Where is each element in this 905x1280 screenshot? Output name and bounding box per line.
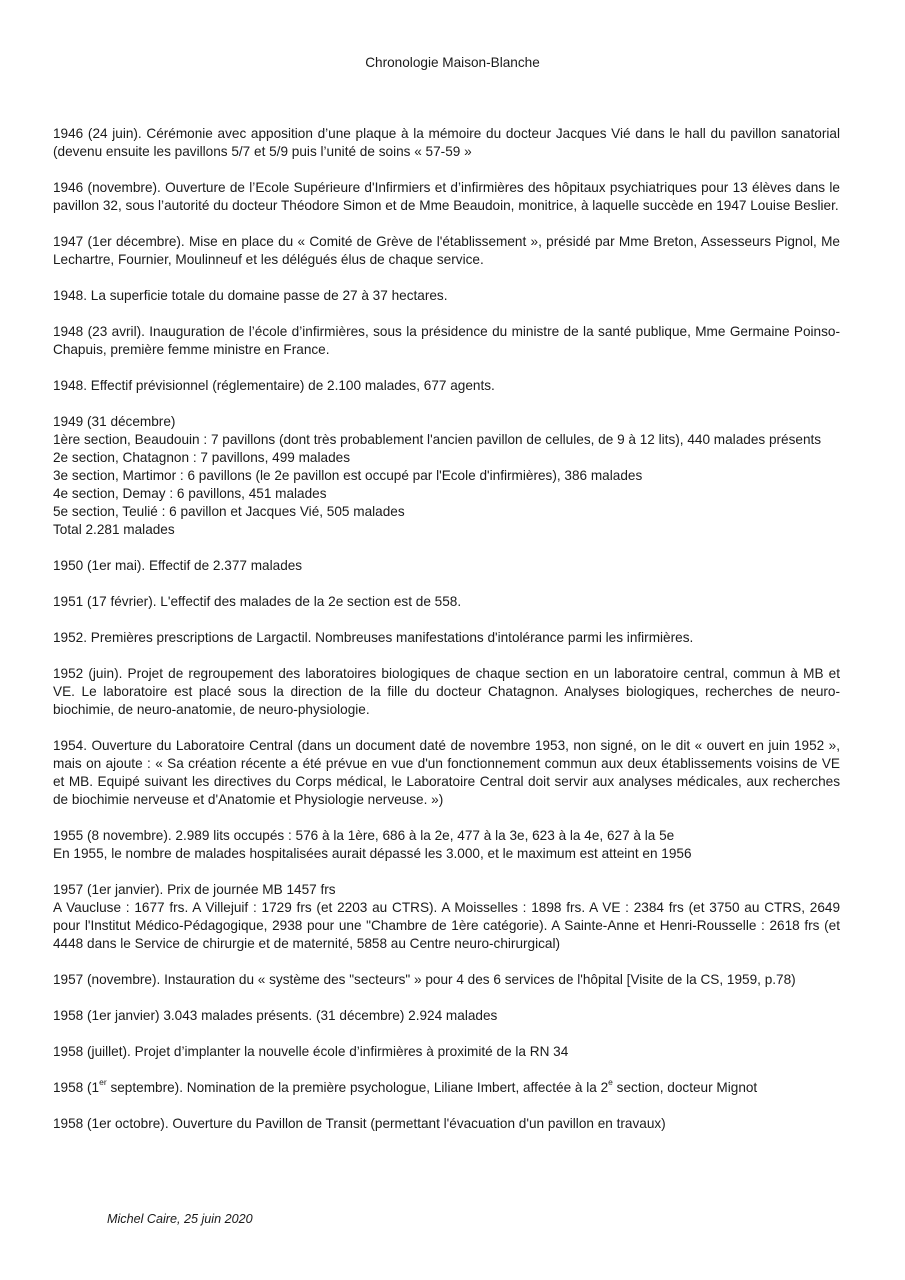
- chronology-entry: 1952 (juin). Projet de regroupement des laboratoires biologiques de chaque section en un laboratoire central, commun à MB et VE. Le laboratoire est placé sous la direction de la fille du docteur Chatagnon. Analyses biologiques, recherches de neuro-biochimie, de neuro-anatomie, de neuro-physiologie.: [53, 666, 840, 717]
- chronology-entry: 1950 (1er mai). Effectif de 2.377 malades: [53, 558, 303, 573]
- chronology-entry: 1958 (juillet). Projet d’implanter la nouvelle école d’infirmières à proximité de la RN 34: [53, 1044, 569, 1059]
- chronology-entry: 1957 (novembre). Instauration du « système des "secteurs" » pour 4 des 6 services de l'hôpital [Visite de la CS, 1959, p.78): [53, 972, 796, 987]
- entry-line: 1ère section, Beaudouin : 7 pavillons (dont très probablement l'ancien pavillon de cellules, de 9 à 12 lits), 440 malades présents: [53, 432, 822, 447]
- chronology-entry: 1958 (1er octobre). Ouverture du Pavillon de Transit (permettant l'évacuation d'un pavillon en travaux): [53, 1116, 666, 1131]
- entry-line: 1957 (1er janvier). Prix de journée MB 1457 frs: [53, 882, 336, 897]
- chronology-entry: 1947 (1er décembre). Mise en place du « Comité de Grève de l'établissement », présidé par Mme Breton, Assesseurs Pignol, Me Lechartre, Fournier, Moulinneuf et les délégués élus de chaque service.: [53, 234, 840, 267]
- superscript: er: [99, 1077, 107, 1088]
- chronology-entry: 1946 (24 juin). Cérémonie avec apposition d’une plaque à la mémoire du docteur Jacques Vié dans le hall du pavillon sanatorial (devenu ensuite les pavillons 5/7 et 5/9 puis l’unité de soins « 57-59 »: [53, 126, 840, 159]
- chronology-entry: 1954. Ouverture du Laboratoire Central (dans un document daté de novembre 1953, non signé, on le dit « ouvert en juin 1952 », mais on ajoute : « Sa création récente a été prévue en vue d'un fonctionnement commun aux deux établissements voisins de VE et MB. Equipé suivant les directives du Corps médical, le Laboratoire Central doit servir aux analyses médicales, aux recherches de biochimie nerveuse et d'Anatomie et Physiologie nerveuse. »): [53, 738, 840, 807]
- author-footer: Michel Caire, 25 juin 2020: [107, 1212, 253, 1226]
- entry-line: Total 2.281 malades: [53, 522, 175, 537]
- entry-line: 1949 (31 décembre): [53, 414, 176, 429]
- entry-line: 2e section, Chatagnon : 7 pavillons, 499 malades: [53, 450, 350, 465]
- chronology-entry: 1948 (23 avril). Inauguration de l’école d’infirmières, sous la présidence du ministre de la santé publique, Mme Germaine Poinso-Chapuis, première femme ministre en France.: [53, 324, 840, 357]
- chronology-entry: 1958 (1er janvier) 3.043 malades présents. (31 décembre) 2.924 malades: [53, 1008, 498, 1023]
- entry-line: En 1955, le nombre de malades hospitalisées aurait dépassé les 3.000, et le maximum est atteint en 1956: [53, 846, 692, 861]
- chronology-entry: 1948. Effectif prévisionnel (réglementaire) de 2.100 malades, 677 agents.: [53, 378, 495, 393]
- chronology-entry: 1958 (1er septembre). Nomination de la première psychologue, Liliane Imbert, affectée à la 2e section, docteur Mignot: [53, 1077, 758, 1095]
- chronology-entry: [53, 413, 840, 539]
- chronology-list: [53, 125, 840, 1133]
- chronology-entry: 1952. Premières prescriptions de Largactil. Nombreuses manifestations d'intolérance parmi les infirmières.: [53, 630, 694, 645]
- chronology-entry: 1948. La superficie totale du domaine passe de 27 à 37 hectares.: [53, 288, 448, 303]
- superscript: e: [608, 1077, 613, 1088]
- entry-line: 1955 (8 novembre). 2.989 lits occupés : 576 à la 1ère, 686 à la 2e, 477 à la 3e, 623 à la 4e, 627 à la 5e: [53, 828, 675, 843]
- entry-text: A Vaucluse : 1677 frs. A Villejuif : 1729 frs (et 2203 au CTRS). A Moisselles : 1898 frs. A VE : 2384 frs (et 3750 au CTRS, 2649 pour l'Institut Médico-Pédagogique, 2938 pour une "Chambre de 1ère catégorie). A Sainte-Anne et Henri-Rousselle : 2618 frs (et 4448 dans le Service de chirurgie et de maternité, 5858 au Centre neuro-chirurgical): [53, 900, 840, 951]
- chronology-entry: 1946 (novembre). Ouverture de l’Ecole Supérieure d'Infirmiers et d’infirmières des hôpitaux psychiatriques pour 13 élèves dans le pavillon 32, sous l’autorité du docteur Théodore Simon et de Mme Beaudoin, monitrice, à laquelle succède en 1947 Louise Beslier.: [53, 180, 840, 213]
- entry-line: 3e section, Martimor : 6 pavillons (le 2e pavillon est occupé par l'Ecole d'infirmières), 386 malades: [53, 468, 643, 483]
- entry-line: 4e section, Demay : 6 pavillons, 451 malades: [53, 486, 327, 501]
- chronology-entry: [53, 881, 840, 953]
- chronology-entry: [53, 827, 840, 863]
- entry-line: 5e section, Teulié : 6 pavillon et Jacques Vié, 505 malades: [53, 504, 405, 519]
- chronology-entry: 1951 (17 février). L'effectif des malades de la 2e section est de 558.: [53, 594, 462, 609]
- page-title: Chronologie Maison-Blanche: [365, 55, 540, 70]
